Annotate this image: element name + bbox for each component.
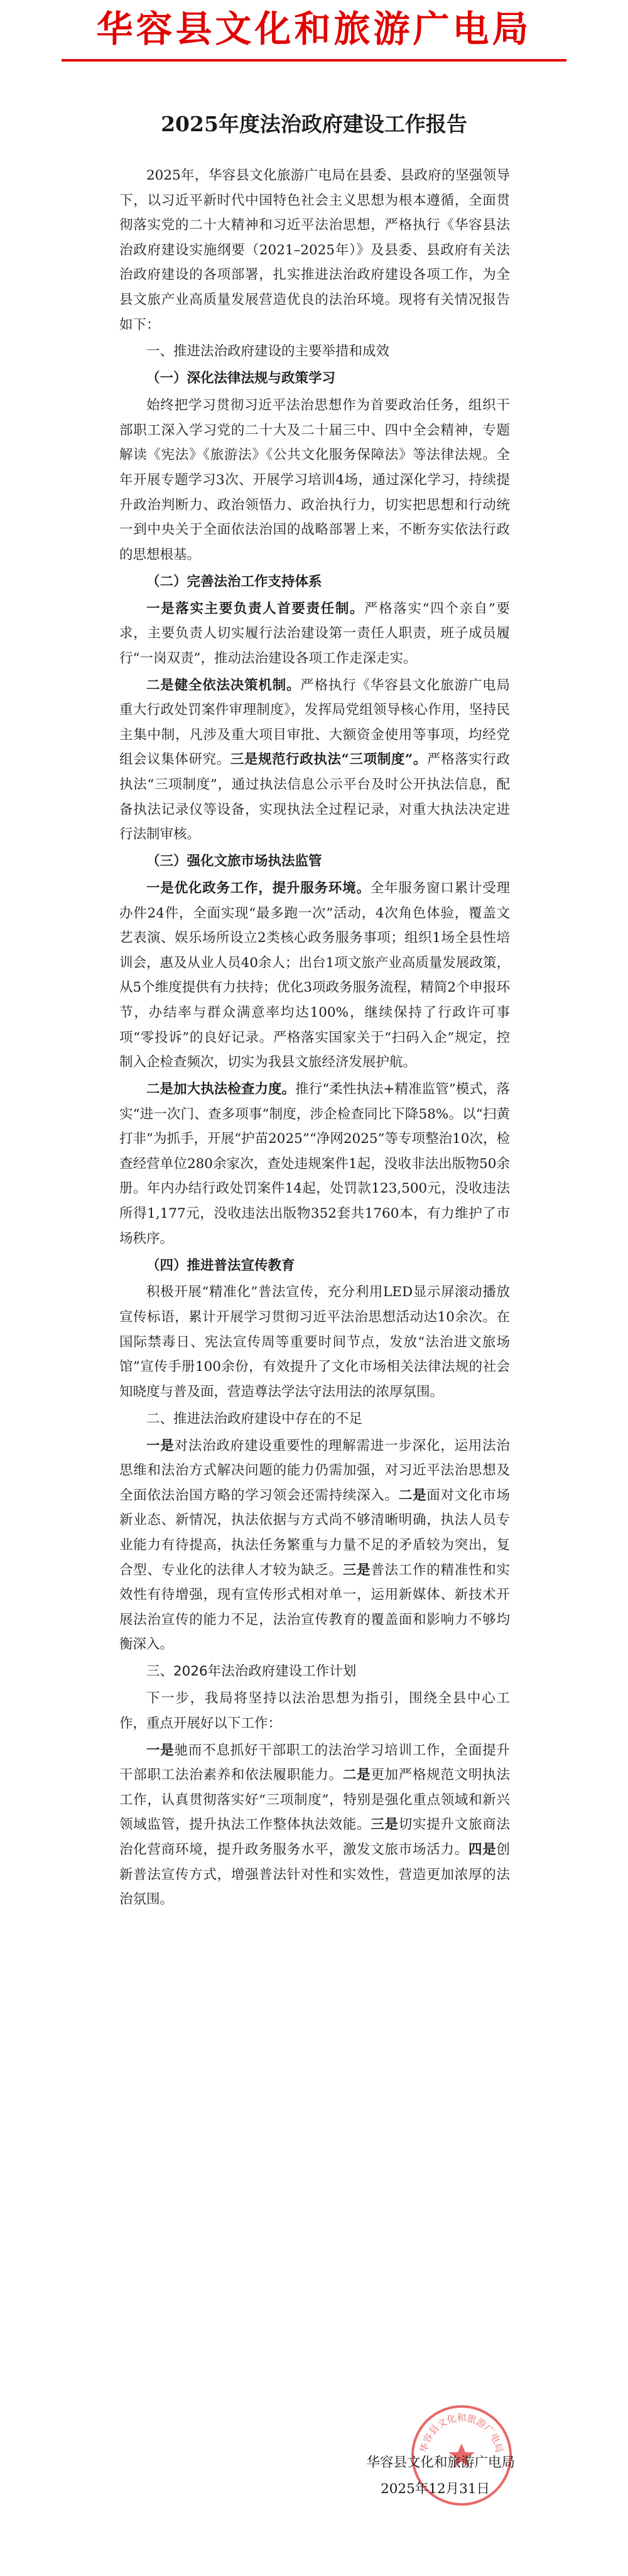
lead-text: 二是 xyxy=(398,1487,427,1503)
paragraph-1-3-a xyxy=(119,876,510,1075)
paragraph-text: 严格落实“四个亲自”要求，主要负责人切实履行法治建设第一责任人职责，班子成员履行“一岗双责”，推动法治建设各项工作走深走实。 xyxy=(119,600,510,666)
subsection-heading-1-2: （二）完善法治工作支持体系 xyxy=(146,573,322,590)
paragraph-3-intro: 下一步，我局将坚持以法治思想为指引，围绕全县中心工作，重点开展好以下工作： xyxy=(119,1691,510,1731)
masthead: 华容县文化和旅游广电局 xyxy=(96,8,532,50)
paragraph-2 xyxy=(119,1434,510,1657)
subsection-heading-1-3: （三）强化文旅市场执法监管 xyxy=(146,853,322,870)
lead-text: 二是健全依法决策机制。 xyxy=(146,677,301,693)
masthead-red-rule xyxy=(62,59,566,62)
paragraph-text: 驰而不息抓好干部职工的法治学习培训工作，全面提升干部职工法治素养和依法履职能力。 xyxy=(119,1742,510,1783)
lead-text: 二是加大执法检查力度。 xyxy=(146,1081,296,1098)
report-body xyxy=(119,163,510,1914)
lead-text: 二是 xyxy=(342,1767,371,1783)
paragraph-text: 更加严格规范文明执法工作，认真贯彻落实好“三项制度”，特别是强化重点领域和新兴领域监管，提升执法工作整体执法效能。 xyxy=(119,1767,510,1833)
lead-text: 三是 xyxy=(371,1817,399,1833)
paragraph-text: 切实提升文旅商法治化营商环境，提升政务服务水平，激发文旅市场活力。 xyxy=(119,1817,510,1858)
paragraph-text: 面对文化市场新业态、新情况，执法依据与方式尚不够清晰明确，执法人员专业能力有待提高，执法任务繁重与力量不足的矛盾较为突出，复合型、专业化的法律人才较为缺乏。 xyxy=(119,1487,510,1578)
paragraph-1-2-a xyxy=(119,597,510,671)
paragraph-text: 严格执行《华容县文化旅游广电局重大行政处罚案件审理制度》，发挥局党组领导核心作用，坚持民主集中制，凡涉及重大项目审批、大额资金使用等事项，均经党组会议集体研究。 xyxy=(119,677,510,768)
section-heading-3: 三、2026年法治政府建设工作计划 xyxy=(146,1664,357,1680)
lead-text: 一是 xyxy=(146,1742,175,1758)
section-heading-1: 一、推进法治政府建设的主要举措和成效 xyxy=(146,344,390,360)
lead-text: 三是 xyxy=(342,1562,371,1578)
lead-text: 三是规范行政执法“三项制度”。 xyxy=(230,752,427,768)
paragraph-1-3-b xyxy=(119,1077,510,1251)
paragraph-text: 创新普法宣传方式，增强普法针对性和实效性，营造更加浓厚的法治氛围。 xyxy=(119,1841,510,1908)
lead-text: 四是 xyxy=(468,1841,497,1858)
signature-date: 2025年12月31日 xyxy=(381,2481,490,2497)
paragraph-text: 推行“柔性执法+精准监管”模式，落实“进一次门、查多项事”制度，涉企检查同比下降58%。以“扫黄打非”为抓手，开展“护苗2025”“净网2025”等专项整治10次，检查经营单位280余家次，查处违规案件1起，没收非法出版物50余册。年内办结行政处罚案件14起，处罚款123,500元，没收违法所得1,177元，没收违法出版物352套共1760本，有力维护了市场秩序。 xyxy=(119,1081,510,1247)
intro-paragraph: 2025年，华容县文化旅游广电局在县委、县政府的坚强领导下，以习近平新时代中国特色社会主义思想为根本遵循，全面贯彻落实党的二十大精神和习近平法治思想，严格执行《华容县法治政府建设实施纲要（2021–2025年）》及县委、县政府有关法治政府建设的各项部署，扎实推进法治政府建设各项工作，为全县文旅产业高质量发展营造优良的法治环境。现将有关情况报告如下： xyxy=(119,168,510,333)
paragraph-text: 对法治政府建设重要性的理解需进一步深化，运用法治思维和法治方式解决问题的能力仍需加强，对习近平法治思想及全面依法治国方略的学习领会还需持续深入。 xyxy=(119,1437,510,1503)
section-heading-2: 二、推进法治政府建设中存在的不足 xyxy=(146,1410,363,1427)
lead-text: 一是落实主要负责人首要责任制。 xyxy=(146,600,365,617)
paragraph-1-2-b xyxy=(119,673,510,847)
paragraph-text: 严格落实行政执法“三项制度”，通过执法信息公示平台及时公开执法信息，配备执法记录仪等设备，实现执法全过程记录，对重大执法决定进行法制审核。 xyxy=(119,752,510,843)
paragraph-text: 全年服务窗口累计受理办件24件，全面实现“最多跑一次”活动，4次角色体验，覆盖文艺表演、娱乐场所设立2类核心政务服务事项；组织1场全县性培训会，惠及从业人员40余人；出台1项文旅产业高质量发展政策，从5个维度提供有力扶持；优化3项政务服务流程，精简2个申报环节，办结率与群众满意率均达100%，继续保持了行政许可事项“零投诉”的良好记录。严格落实国家关于“扫码入企”规定，控制入企检查频次，切实为我县文旅经济发展护航。 xyxy=(119,880,510,1071)
signature-org: 华容县文化和旅游广电局 xyxy=(366,2455,515,2470)
subsection-heading-1-1: （一）深化法律法规与政策学习 xyxy=(146,371,336,387)
lead-text: 一是优化政务工作，提升服务环境。 xyxy=(146,880,371,896)
subsection-heading-1-4: （四）推进普法宣传教育 xyxy=(146,1257,295,1274)
paragraph-1-1: 始终把学习贯彻习近平法治思想作为首要政治任务，组织干部职工深入学习党的二十大及二十届三中、四中全会精神，专题解读《宪法》《旅游法》《公共文化服务保障法》等法律法规。全年开展专题学习3次、开展学习培训4场，通过深化学习，持续提升政治判断力、政治领悟力、政治执行力，切实把思想和行动统一到中央关于全面依法治国的战略部署上来，不断夯实依法行政的思想根基。 xyxy=(119,398,510,563)
paragraph-3 xyxy=(119,1738,510,1912)
paragraph-1-4: 积极开展“精准化”普法宣传，充分利用LED显示屏滚动播放宣传标语，累计开展学习贯彻习近平法治思想活动达10余次。在国际禁毒日、宪法宣传周等重要时间节点，发放“法治进文旅场馆”宣传手册100余份，有效提升了文化市场相关法律法规的社会知晓度与普及面，营造尊法学法守法用法的浓厚氛围。 xyxy=(119,1284,510,1400)
lead-text: 一是 xyxy=(146,1437,175,1454)
document-title: 2025年度法治政府建设工作报告 xyxy=(161,112,467,136)
paragraph-text: 普法工作的精准性和实效性有待增强，现有宣传形式相对单一，运用新媒体、新技术开展法治宣传的能力不足，法治宣传教育的覆盖面和影响力不够均衡深入。 xyxy=(119,1562,510,1653)
seal-text: 华容县文化和旅游广电局 xyxy=(418,2412,506,2454)
